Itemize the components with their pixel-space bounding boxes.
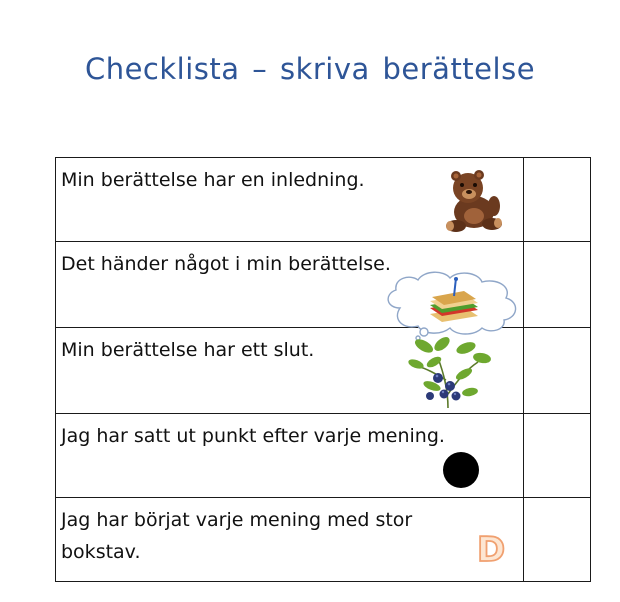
checklist-row — [56, 414, 591, 498]
letter-d-icon — [474, 530, 508, 566]
item-cell — [56, 158, 524, 242]
page-title: Checklista – skriva berättelse — [84, 52, 536, 86]
item-text: Min berättelse har en inledning. — [61, 169, 365, 191]
check-box-cell[interactable] — [524, 158, 591, 242]
checklist-row — [56, 328, 591, 414]
item-text: Jag har satt ut punkt efter varje mening. — [61, 425, 445, 447]
bear-icon — [434, 166, 510, 236]
item-cell — [56, 328, 524, 414]
item-cell — [56, 414, 524, 498]
svg-text:D: D — [477, 530, 506, 566]
check-box-cell[interactable] — [524, 242, 591, 328]
item-cell — [56, 242, 524, 328]
dot-icon — [441, 450, 481, 490]
check-box-cell[interactable] — [524, 328, 591, 414]
item-text: Det händer något i min berättelse. — [61, 253, 391, 275]
checklist-table — [55, 157, 591, 582]
check-box-cell[interactable] — [524, 498, 591, 582]
item-text: Min berättelse har ett slut. — [61, 339, 315, 361]
checklist-row — [56, 242, 591, 328]
checklist-row — [56, 158, 591, 242]
item-cell — [56, 498, 524, 582]
blueberry-icon — [408, 334, 494, 410]
item-text: Jag har börjat varje mening med stor bokstav. — [61, 509, 413, 563]
check-box-cell[interactable] — [524, 414, 591, 498]
checklist-row — [56, 498, 591, 582]
